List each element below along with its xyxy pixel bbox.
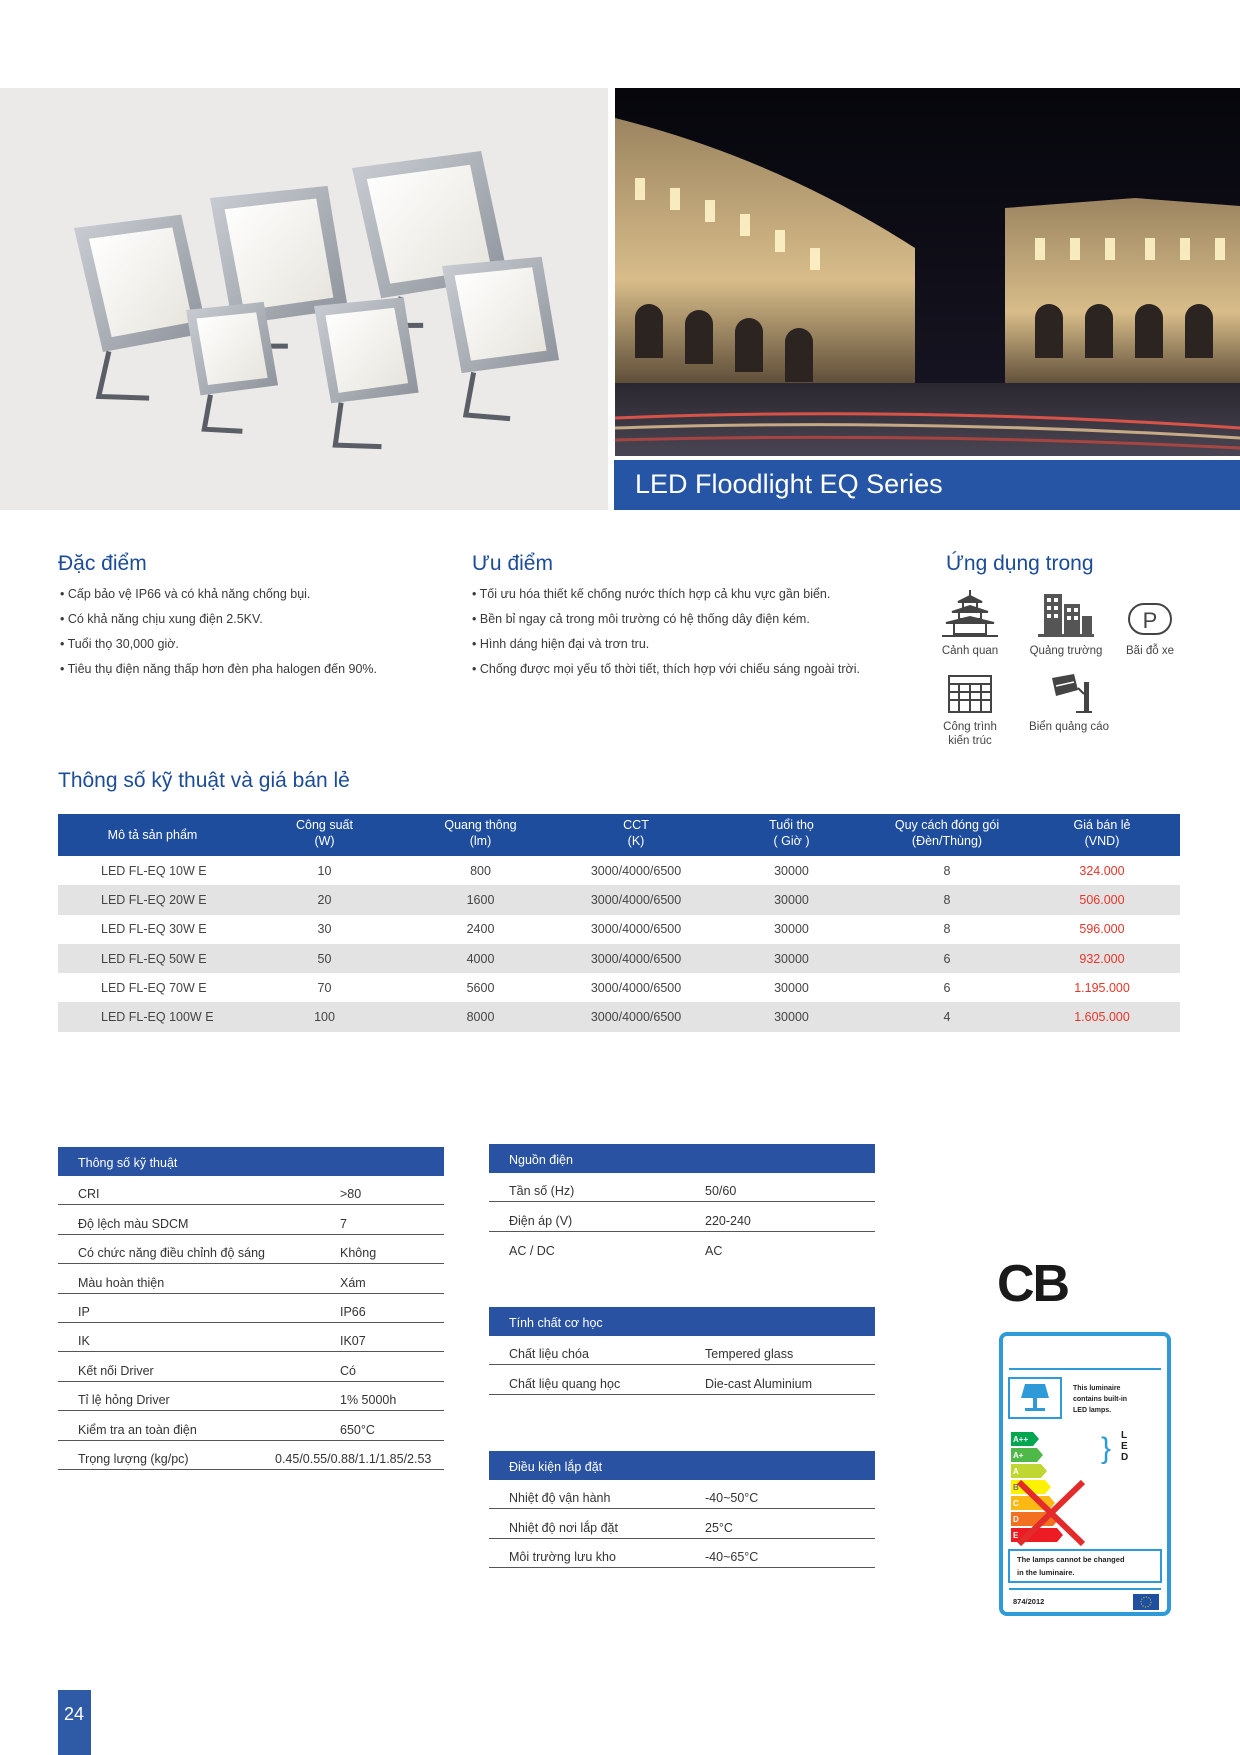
column-header: Quy cách đóng gói (Đèn/Thùng) <box>870 814 1024 856</box>
application-label: Cảnh quan <box>941 645 999 657</box>
lumen-cell: 800 <box>470 863 491 878</box>
energy-side-letter: E <box>1121 1441 1128 1452</box>
application-billboard <box>1024 672 1114 734</box>
spec-key: Tần số (Hz) <box>509 1184 575 1199</box>
cct-cell: 3000/4000/6500 <box>590 922 682 937</box>
spec-row <box>489 1232 875 1261</box>
price-table <box>58 814 1180 1032</box>
spec-value: 50/60 <box>705 1184 737 1199</box>
power-cell: 10 <box>317 863 332 878</box>
energy-class: A++ <box>1013 1435 1029 1444</box>
lifetime-cell: 30000 <box>774 980 809 995</box>
application-label-line1: Công trình <box>943 721 997 733</box>
spec-key: Kiểm tra an toàn điện <box>78 1422 197 1437</box>
tech-spec-header: Thông số kỹ thuật <box>58 1147 444 1176</box>
illuminated-buildings-illustration <box>615 88 1240 456</box>
installation-table <box>489 1451 875 1568</box>
table-row <box>58 1002 1180 1031</box>
lumen-cell: 2400 <box>466 922 495 937</box>
cct-cell: 3000/4000/6500 <box>590 863 682 878</box>
price-cell: 506.000 <box>1024 885 1180 914</box>
energy-label-info: This luminaire <box>1073 1385 1121 1392</box>
list-item: • Bền bỉ ngay cả trong môi trường có hệ thống dây điện kém. <box>472 607 860 632</box>
spec-row <box>58 1323 444 1352</box>
energy-class: A <box>1013 1467 1019 1476</box>
city-square-icon <box>1036 588 1096 640</box>
spec-row <box>489 1365 875 1394</box>
spec-value: -40~50°C <box>705 1491 759 1506</box>
spec-value: 650°C <box>340 1422 375 1437</box>
eu-flag-icon <box>1133 1594 1159 1610</box>
power-cell: 70 <box>317 980 332 995</box>
packing-cell: 8 <box>943 922 951 937</box>
spec-key: IK <box>78 1334 90 1349</box>
spec-key: Chất liệu chóa <box>509 1347 589 1362</box>
spec-value: >80 <box>340 1187 362 1202</box>
table-header-row <box>58 814 1180 856</box>
product-name: LED FL-EQ 70W E <box>101 980 207 995</box>
price-cell: 596.000 <box>1079 922 1125 937</box>
mechanical-header: Tính chất cơ học <box>489 1307 875 1336</box>
power-source-table <box>489 1144 875 1261</box>
cct-cell: 3000/4000/6500 <box>590 980 682 995</box>
installation-header: Điều kiện lắp đặt <box>489 1451 875 1480</box>
spec-key: IP <box>78 1304 90 1319</box>
spec-row <box>489 1202 875 1231</box>
advantages-list <box>472 582 860 682</box>
spec-key: Chất liệu quang học <box>509 1376 621 1391</box>
table-row <box>58 944 1180 973</box>
energy-label-warning: in the luminaire. <box>1017 1568 1075 1577</box>
spec-key: AC / DC <box>509 1244 555 1259</box>
packing-cell: 8 <box>943 863 951 878</box>
spec-row <box>489 1173 875 1202</box>
energy-label-info: contains built-in <box>1073 1396 1128 1403</box>
spec-row <box>489 1480 875 1509</box>
lumen-cell: 1600 <box>402 885 559 914</box>
spec-key: Có chức năng điều chỉnh độ sáng <box>78 1246 265 1261</box>
product-name: LED FL-EQ 50W E <box>58 944 247 973</box>
application-label: Biển quảng cáo <box>1029 721 1109 733</box>
lifetime-cell: 30000 <box>774 922 809 937</box>
spec-key: CRI <box>78 1187 100 1202</box>
energy-side-letter: D <box>1121 1452 1129 1463</box>
floodlights-illustration <box>0 88 608 510</box>
spec-value: 7 <box>340 1216 347 1231</box>
series-banner <box>614 460 1240 510</box>
power-cell: 100 <box>247 1002 402 1031</box>
column-header: Công suất (W) <box>247 814 402 856</box>
spec-value: Tempered glass <box>705 1347 794 1362</box>
spec-value: AC <box>705 1244 723 1259</box>
cb-certification-mark: CB <box>997 1255 1069 1313</box>
billboard-light-icon <box>1044 672 1094 716</box>
packing-cell: 4 <box>870 1002 1024 1031</box>
list-item: • Chống được mọi yếu tố thời tiết, thích hợp với chiếu sáng ngoài trời. <box>472 657 860 682</box>
product-name: LED FL-EQ 100W E <box>58 1002 247 1031</box>
spec-value: IK07 <box>340 1334 366 1349</box>
energy-class: E <box>1013 1531 1019 1540</box>
spec-row <box>58 1411 444 1440</box>
cct-cell: 3000/4000/6500 <box>559 1002 713 1031</box>
spec-row <box>58 1294 444 1323</box>
spec-key: Nhiệt độ nơi lắp đặt <box>509 1520 618 1535</box>
page-number <box>58 1690 91 1755</box>
price-cell: 932.000 <box>1024 944 1180 973</box>
column-header: Giá bán lẻ (VND) <box>1024 814 1180 856</box>
spec-key: Nhiệt độ vận hành <box>509 1491 611 1506</box>
energy-class: B <box>1013 1483 1019 1492</box>
features-title: Đặc điểm <box>58 552 147 575</box>
spec-row <box>489 1336 875 1365</box>
packing-cell: 6 <box>870 944 1024 973</box>
spec-row <box>58 1205 444 1234</box>
column-header: Tuổi thọ ( Giờ ) <box>713 814 870 856</box>
spec-row <box>58 1441 444 1470</box>
application-square <box>1024 588 1108 658</box>
lumen-cell: 5600 <box>466 980 495 995</box>
table-row <box>58 885 1180 914</box>
energy-label <box>999 1332 1171 1616</box>
lifetime-cell: 30000 <box>713 944 870 973</box>
lumen-cell: 8000 <box>402 1002 559 1031</box>
energy-label-graphic <box>999 1332 1171 1616</box>
features-list <box>60 582 377 682</box>
spec-row <box>489 1539 875 1568</box>
product-name: LED FL-EQ 20W E <box>58 885 247 914</box>
energy-label-info: LED lamps. <box>1073 1407 1112 1414</box>
cct-cell: 3000/4000/6500 <box>559 885 713 914</box>
energy-label-warning: The lamps cannot be changed <box>1017 1555 1125 1564</box>
price-cell: 1.195.000 <box>1074 980 1130 995</box>
power-cell: 20 <box>247 885 402 914</box>
power-source-header: Nguồn điện <box>489 1144 875 1173</box>
lumen-cell: 4000 <box>402 944 559 973</box>
application-label: Quảng trường <box>1029 645 1103 657</box>
energy-side-letter: L <box>1121 1430 1128 1441</box>
list-item: • Hình dáng hiện đại và trơn tru. <box>472 632 860 657</box>
pagoda-icon <box>940 588 1000 640</box>
page-number-text: 24 <box>64 1704 85 1724</box>
spec-value: IP66 <box>340 1304 366 1319</box>
night-scene-photo <box>615 88 1240 456</box>
spec-row <box>58 1235 444 1264</box>
product-photo <box>0 88 608 510</box>
advantages-title: Ưu điểm <box>472 552 553 575</box>
spec-key: Điện áp (V) <box>509 1213 573 1228</box>
application-label-line2: kiến trúc <box>948 735 992 747</box>
regulation-number: 874/2012 <box>1013 1597 1045 1606</box>
packing-cell: 6 <box>943 980 951 995</box>
spec-key: Kết nối Driver <box>78 1363 154 1378</box>
product-name: LED FL-EQ 10W E <box>101 863 207 878</box>
product-name: LED FL-EQ 30W E <box>101 922 207 937</box>
application-architecture <box>932 672 1008 748</box>
spec-value: Die-cast Aluminium <box>705 1376 812 1391</box>
energy-class: D <box>1013 1515 1019 1524</box>
building-icon <box>945 672 995 716</box>
price-cell: 324.000 <box>1079 863 1125 878</box>
packing-cell: 8 <box>870 885 1024 914</box>
spec-row <box>489 1509 875 1538</box>
lifetime-cell: 30000 <box>774 863 809 878</box>
column-header: CCT (K) <box>559 814 713 856</box>
price-cell: 1.605.000 <box>1024 1002 1180 1031</box>
application-landscape <box>932 588 1008 658</box>
power-cell: 50 <box>247 944 402 973</box>
energy-class: A+ <box>1013 1451 1024 1460</box>
spec-row <box>58 1352 444 1381</box>
spec-value: 25°C <box>705 1520 733 1535</box>
spec-value: 1% 5000h <box>340 1393 397 1408</box>
list-item: • Tiêu thụ điện năng thấp hơn đèn pha halogen đến 90%. <box>60 657 377 682</box>
table-row <box>58 856 1180 885</box>
spec-value: Có <box>340 1363 356 1378</box>
table-row <box>58 973 1180 1002</box>
lifetime-cell: 30000 <box>713 885 870 914</box>
brace-mark: } <box>1101 1432 1112 1465</box>
spec-value: 220-240 <box>705 1213 751 1228</box>
table-row <box>58 915 1180 944</box>
spec-row <box>58 1382 444 1411</box>
spec-key: Tỉ lệ hỏng Driver <box>78 1393 170 1408</box>
mechanical-table <box>489 1307 875 1395</box>
parking-glyph: P <box>1142 608 1158 633</box>
series-title: LED Floodlight EQ Series <box>635 469 943 499</box>
application-parking <box>1122 596 1178 658</box>
spec-key: Màu hoàn thiện <box>78 1275 165 1290</box>
spec-value: -40~65°C <box>705 1550 759 1565</box>
column-header: Mô tả sản phẩm <box>58 814 247 856</box>
lifetime-cell: 30000 <box>713 1002 870 1031</box>
spec-key: Trọng lượng (kg/pc) <box>78 1451 189 1466</box>
energy-class: C <box>1013 1499 1019 1508</box>
spec-value: 0.45/0.55/0.88/1.1/1.85/2.53 <box>275 1451 432 1466</box>
tech-spec-table <box>58 1147 444 1470</box>
application-label: Bãi đỗ xe <box>1126 645 1174 657</box>
list-item: • Cấp bảo vệ IP66 và có khả năng chống bụi. <box>60 582 377 607</box>
spec-key: Độ lệch màu SDCM <box>78 1216 189 1231</box>
applications-title: Ứng dụng trong <box>946 552 1094 575</box>
price-table-title: Thông số kỹ thuật và giá bán lẻ <box>58 769 350 792</box>
list-item: • Tuổi thọ 30,000 giờ. <box>60 632 377 657</box>
list-item: • Tối ưu hóa thiết kế chống nước thích hợp cả khu vực gần biển. <box>472 582 860 607</box>
spec-value: Không <box>340 1246 377 1261</box>
spec-row <box>58 1264 444 1293</box>
spec-row <box>58 1176 444 1205</box>
cct-cell: 3000/4000/6500 <box>559 944 713 973</box>
column-header: Quang thông (lm) <box>402 814 559 856</box>
list-item: • Có khả năng chịu xung điện 2.5KV. <box>60 607 377 632</box>
power-cell: 30 <box>317 922 332 937</box>
spec-key: Môi trường lưu kho <box>509 1550 616 1565</box>
parking-icon <box>1127 596 1173 640</box>
spec-value: Xám <box>340 1275 366 1290</box>
